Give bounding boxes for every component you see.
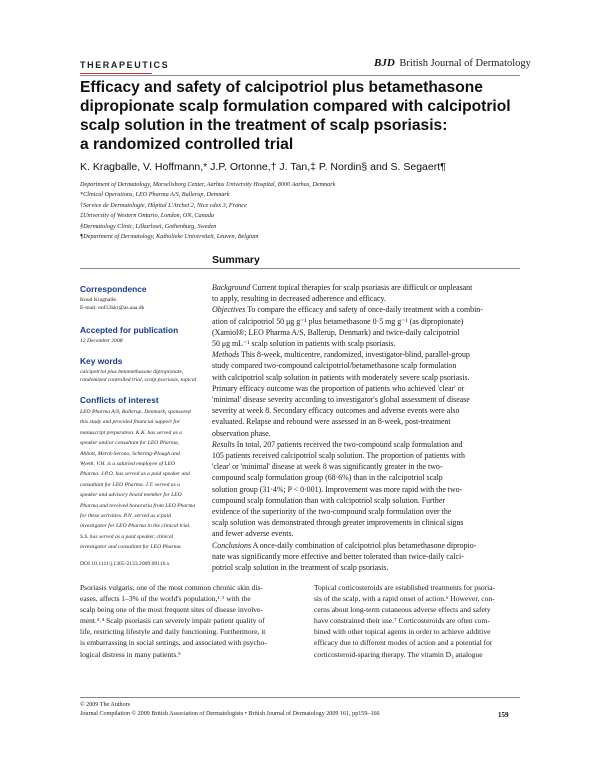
journal-abbrev: BJD xyxy=(374,57,395,69)
abstract xyxy=(212,282,522,573)
abstract-line: with calcipotriol scalp solution in patients with moderately severe scalp psoriasis. xyxy=(212,372,470,382)
abstract-line: severity at week 8. Secondary efficacy outcomes and adverse events were also xyxy=(212,406,460,416)
conflicts-line: manuscript preparation. K.K. has served as a xyxy=(80,429,182,436)
title-line: a randomized controlled trial xyxy=(80,136,294,153)
doi: DOI 10.1111/j.1365-2133.2009.09116.x xyxy=(80,561,170,567)
accepted-heading: Accepted for publication xyxy=(80,325,179,335)
body-line: corticosteroid-sparing therapy. The vitamin D₃ analogue xyxy=(314,649,483,659)
header-divider xyxy=(80,75,520,76)
conflicts-line: Wyeth. V.H. is a salaried employee of LEO xyxy=(80,461,176,468)
abstract-line: Primary efficacy outcome was the proportion of patients who achieved 'clear' or xyxy=(212,383,465,393)
keywords-text xyxy=(80,368,198,385)
keywords-line: calcipotriol plus betamethasone dipropionate, xyxy=(80,369,184,375)
abstract-line: solution group (31·4%; P < 0·001). Improvement was more rapid with the two- xyxy=(212,484,463,494)
abstract-line: ation of calcipotriol 50 μg g⁻¹ plus betamethasone 0·5 mg g⁻¹ (as dipropionate) xyxy=(212,316,464,326)
conflicts-line: investigator for LEO Pharma in the clinical trial. xyxy=(80,523,191,530)
correspondence-line: Knud Kragballe. xyxy=(80,297,118,303)
title-line: scalp solution in the treatment of scalp psoriasis: xyxy=(80,117,448,134)
footer xyxy=(80,701,380,720)
footer-journal: Journal Compilation © 2009 British Association of Dermatologists • British Journal of Dermatology 2009 161, pp159–166 xyxy=(80,711,380,718)
body-line: is embarrassing in social settings, and associated with psycho- xyxy=(80,638,267,648)
conflicts-line: this study and provided financial support for xyxy=(80,419,180,426)
section-label: THERAPEUTICS xyxy=(80,60,170,70)
body-line: bined with other topical agents in order to achieve additive xyxy=(314,627,491,637)
keywords-block xyxy=(80,356,198,385)
footer-copyright: © 2009 The Authors xyxy=(80,702,131,708)
keywords-line: randomized controlled trial, scalp psoriasis, topical xyxy=(80,377,197,384)
abstract-line: Methods This 8-week, multicentre, randomized, investigator-blind, parallel-group xyxy=(212,350,470,360)
affiliation: §Dermatology Clinic, Lilkarlsset, Gothenburg, Sweden xyxy=(80,222,217,230)
abstract-line: compound scalp formulation than with calcipotriol scalp solution. Further xyxy=(212,495,445,505)
affiliation: †Service de Dermatologie, Hôpital L'Archet 2, Nice cdex 3, France xyxy=(80,201,247,209)
affiliation: Department of Dermatology, Marselisborg Center, Aarhus University Hospital, 8000 Aarhus, Denmark xyxy=(80,181,336,188)
body-line: efficacy due to different modes of action and a potential for xyxy=(314,638,493,648)
conflicts-line: Pharma and received honoraria from LEO Pharma xyxy=(80,502,196,509)
conflicts-line: Abbott, Merck-Serono, Schering-Plough and xyxy=(80,450,180,457)
body-line: logical distress in many patients.⁵ xyxy=(80,649,181,659)
conflicts-line: consultant for LEO Pharma. J.T. served as a xyxy=(80,481,180,488)
abstract-line: compound scalp formulation group (68·6%) than in the calcipotriol scalp xyxy=(212,473,443,483)
title-line: Efficacy and safety of calcipotriol plus betamethasone xyxy=(80,79,483,96)
abstract-line: Objectives To compare the efficacy and safety of once-daily treatment with a combin- xyxy=(212,305,483,315)
conflicts-heading: Conflicts of interest xyxy=(80,395,159,405)
body-line: scalp being one of the most frequent sites of disease involve- xyxy=(80,605,263,615)
abstract-line: (Xamiol®; LEO Pharma A/S, Ballerup, Denmark) and twice-daily calcipotriol xyxy=(212,327,460,337)
journal-header xyxy=(374,57,531,69)
conflicts-line: investigator and consultant for LEO Pharma. xyxy=(80,544,182,551)
correspondence-line: E-mail: onf12kkr@as.aaa.dk xyxy=(80,305,145,312)
journal-name: British Journal of Dermatology xyxy=(399,58,531,69)
article-title xyxy=(80,78,520,154)
body-line: life, restricting lifestyle and daily functioning. Furthermore, it xyxy=(80,627,266,637)
abstract-line: Background Current topical therapies for scalp psoriasis are difficult or unpleasant xyxy=(212,283,473,292)
abstract-line: evidence of the superiority of the two-compound scalp formulation over the xyxy=(212,507,452,517)
affiliation: ¶Department of Dermatology, Katholieke Universiteit, Leuven, Belgium xyxy=(80,233,259,241)
abstract-line: scalp solution was demonstrated through greater improvements in clinical signs xyxy=(212,518,464,528)
body-line: eases, affects 1–3% of the world's population,¹˒² with the xyxy=(80,594,251,604)
abstract-line: Conclusions A once-daily combination of calcipotriol plus betamethasone dipropio- xyxy=(212,540,477,550)
conflicts-text xyxy=(80,407,198,553)
abstract-line: evaluated. Relapse and rebound were assessed in an 8-week, post-treatment xyxy=(212,417,451,427)
body-column-left xyxy=(80,582,286,660)
conflicts-line: S.S. has served as a paid speaker, clinical xyxy=(80,533,174,540)
conflicts-line: for these activities. P.N. served as a paid xyxy=(80,513,171,520)
accepted-block xyxy=(80,325,198,345)
abstract-line: potriol scalp solution in the treatment of scalp psoriasis. xyxy=(212,563,389,573)
conflicts-line: LEO Pharma A/S, Ballerup, Denmark, sponsored xyxy=(80,409,191,415)
abstract-line: Results In total, 207 patients received the two-compound scalp formulation and xyxy=(212,439,463,449)
body-line: sis of the scalp, with a rapid onset of action.⁶ However, con- xyxy=(314,594,495,604)
title-line: dipropionate scalp formulation compared with calcipotriol xyxy=(80,98,511,115)
author-list: K. Kragballe, V. Hoffmann,* J.P. Ortonne,† J. Tan,‡ P. Nordin§ and S. Segaert¶ xyxy=(80,161,446,173)
affiliation: *Clinical Operations, LEO Pharma A/S, Ballerup, Denmark xyxy=(80,191,230,199)
body-column-right xyxy=(314,582,520,660)
body-line: cerns about long-term cutaneous adverse effects and safety xyxy=(314,605,491,615)
correspondence-text xyxy=(80,296,198,313)
body-line: ment.³˒⁴ Scalp psoriasis can severely impair patient quality of xyxy=(80,616,265,626)
conflicts-block xyxy=(80,395,198,553)
keywords-heading: Key words xyxy=(80,356,123,366)
abstract-line: 'minimal' disease severity according to investigator's global assessment of disease xyxy=(212,395,470,405)
abstract-line: observation phase. xyxy=(212,428,271,438)
summary-heading: Summary xyxy=(212,254,260,266)
correspondence-heading: Correspondence xyxy=(80,284,147,294)
page-number: 159 xyxy=(498,711,509,719)
affiliations xyxy=(80,180,335,242)
conflicts-line: speaker and advisory board member for LEO xyxy=(80,492,182,499)
body-line: Psoriasis vulgaris, one of the most common chronic skin dis- xyxy=(80,583,263,592)
abstract-line: study compared two-compound calcipotriol/betamethasone scalp formulation xyxy=(212,361,457,371)
affiliation: ‡University of Western Ontario, London, ON, Canada xyxy=(80,212,215,220)
abstract-line: and fewer adverse events. xyxy=(212,529,294,539)
abstract-line: nate was significantly more effective and better tolerated than twice-daily calci- xyxy=(212,551,464,561)
body-line: have constrained their use.⁷ Corticosteroids are often com- xyxy=(314,616,490,626)
abstract-line: 'clear' or 'minimal' disease at week 8 was significantly greater in the two- xyxy=(212,462,443,472)
body-line: Topical corticosteroids are established treatments for psoria- xyxy=(314,583,496,592)
abstract-line: 50 μg mL⁻¹ scalp solution in patients with scalp psoriasis. xyxy=(212,339,396,349)
accepted-date: 12 December 2008 xyxy=(80,338,123,344)
abstract-line: to apply, resulting in decreased adherence and efficacy. xyxy=(212,294,386,304)
summary-divider xyxy=(80,268,520,269)
correspondence-block xyxy=(80,284,198,313)
section-label-underline xyxy=(80,73,152,74)
abstract-line: 105 patients received calcipotriol scalp solution. The proportion of patients with xyxy=(212,451,465,461)
conflicts-line: Pharma. J.P.O. has served as a paid speaker and xyxy=(80,471,190,478)
footer-divider xyxy=(80,697,520,698)
conflicts-line: speaker and/or consultant for LEO Pharma, xyxy=(80,440,180,447)
